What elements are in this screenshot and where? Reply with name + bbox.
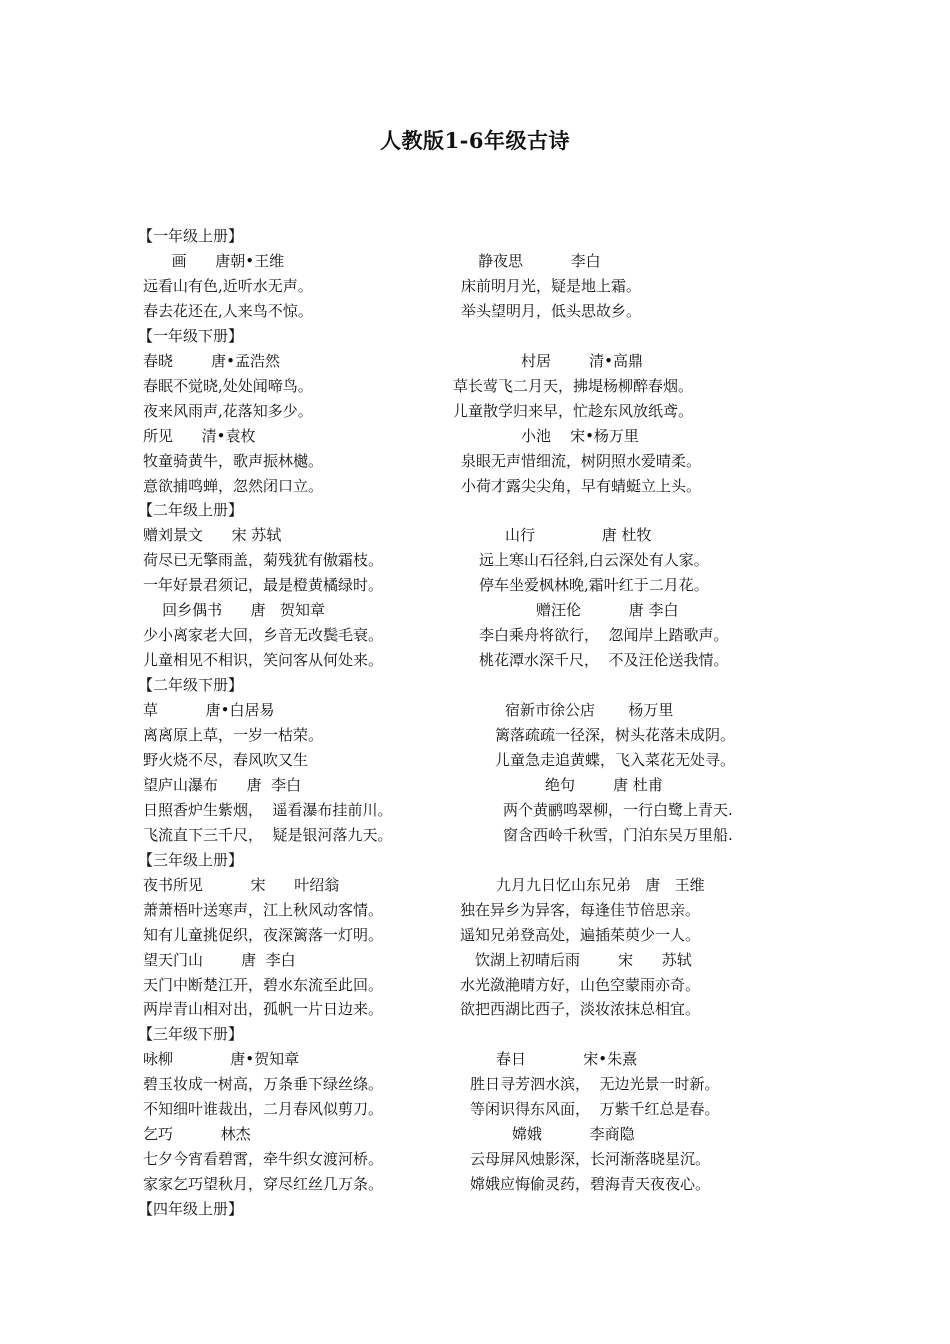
poem-line-left: 日照香炉生紫烟， 遥看瀑布挂前川。 (143, 800, 393, 819)
section-heading: 【三年级上册】 (138, 850, 244, 869)
poem-line-left: 夜书所见 宋 叶绍翁 (143, 875, 340, 894)
poem-line-left: 赠刘景文 宋 苏轼 (143, 526, 282, 545)
poem-line-right: 李白乘舟将欲行， 忽闻岸上踏歌声。 (479, 626, 729, 645)
section-heading: 【一年级上册】 (138, 227, 244, 245)
poem-line-left: 远看山有色,近听水无声。 (143, 276, 313, 295)
poem-line-left: 牧童骑黄牛，歌声振林樾。 (143, 451, 324, 470)
poem-line-right: 春日 宋•朱熹 (496, 1050, 638, 1069)
poem-line-right: 山行 唐 杜牧 (505, 526, 652, 545)
poem-line-right: 两个黄鹂鸣翠柳，一行白鹭上青天. (503, 800, 733, 819)
poem-line-left: 草 唐•白居易 (143, 701, 275, 720)
poem-line-right: 远上寒山石径斜,白云深处有人家。 (479, 551, 709, 570)
poem-line-right: 草长莺飞二月天，拂堤杨柳醉春烟。 (453, 376, 694, 395)
poem-line-left: 飞流直下三千尺， 疑是银河落九天。 (143, 825, 393, 844)
poem-line-left: 天门中断楚江开，碧水东流至此回。 (143, 975, 384, 994)
poem-line-left: 意欲捕鸣蝉，忽然闭口立。 (143, 476, 324, 495)
poem-line-left: 荷尽已无擎雨盖，菊残犹有傲霜枝。 (143, 551, 384, 570)
poem-line-left: 一年好景君须记，最是橙黄橘绿时。 (143, 576, 384, 595)
poem-line-right: 静夜思 李白 (478, 251, 601, 270)
poem-line-right: 儿童散学归来早，忙趁东风放纸鸢。 (453, 401, 694, 420)
poem-line-left: 儿童相见不相识，笑问客从何处来。 (143, 651, 384, 670)
poem-line-left: 家家乞巧望秋月，穿尽红丝几万条。 (143, 1175, 384, 1194)
poem-line-right: 篱落疏疏一径深，树头花落未成阴。 (495, 726, 736, 744)
poem-line-right: 嫦娥应悔偷灵药，碧海青天夜夜心。 (470, 1175, 711, 1194)
poem-line-right: 独在异乡为异客，每逢佳节倍思亲。 (460, 900, 701, 919)
poem-line-left: 碧玉妆成一树高，万条垂下绿丝绦。 (143, 1075, 384, 1094)
poem-line-right: 欲把西湖比西子，淡妆浓抹总相宜。 (460, 1000, 701, 1019)
poem-line-right: 水光潋滟晴方好，山色空蒙雨亦奇。 (460, 975, 701, 994)
poem-line-left: 知有儿童挑促织，夜深篱落一灯明。 (143, 925, 384, 944)
poem-line-right: 床前明月光，疑是地上霜。 (461, 276, 642, 295)
section-heading: 【三年级下册】 (138, 1025, 244, 1044)
poem-line-left: 望庐山瀑布 唐 李白 (143, 775, 302, 794)
poem-line-left: 七夕今宵看碧霄，牵牛织女渡河桥。 (143, 1150, 384, 1169)
poem-line-left: 春去花还在,人来鸟不惊。 (143, 301, 313, 320)
poem-line-right: 停车坐爱枫林晚,霜叶红于二月花。 (479, 576, 709, 595)
poem-line-right: 举头望明月，低头思故乡。 (461, 301, 642, 320)
poem-line-left: 离离原上草，一岁一枯荣。 (143, 726, 324, 744)
page-title: 人教版1-6年级古诗 (380, 128, 570, 153)
poem-line-right: 窗含西岭千秋雪，门泊东吴万里船. (503, 825, 733, 844)
section-heading: 【二年级上册】 (138, 501, 244, 520)
poem-line-left: 回乡偶书 唐 贺知章 (143, 601, 325, 620)
poem-line-right: 饮湖上初晴后雨 宋 苏轼 (475, 950, 692, 969)
poem-line-left: 咏柳 唐•贺知章 (143, 1050, 300, 1069)
poem-line-right: 小荷才露尖尖角，早有蜻蜓立上头。 (461, 476, 702, 495)
poem-line-left: 春眠不觉晓,处处闻啼鸟。 (143, 376, 313, 395)
poem-line-left: 两岸青山相对出，孤帆一片日边来。 (143, 1000, 384, 1019)
poem-line-left: 野火烧不尽，春风吹又生 (143, 750, 309, 769)
poem-line-right: 胜日寻芳泗水滨， 无边光景一时新。 (470, 1075, 720, 1094)
poem-line-right: 等闲识得东风面， 万紫千红总是春。 (470, 1100, 720, 1119)
poem-line-right: 宿新市徐公店 杨万里 (505, 701, 674, 720)
poem-line-right: 赠汪伦 唐 李白 (536, 601, 679, 620)
poem-line-left: 望天门山 唐 李白 (143, 950, 296, 969)
poem-line-left: 不知细叶谁裁出，二月春风似剪刀。 (143, 1100, 384, 1119)
poem-line-right: 绝句 唐 杜甫 (545, 775, 663, 794)
section-heading: 【一年级下册】 (138, 326, 244, 345)
poem-line-right: 九月九日忆山东兄弟 唐 王维 (496, 875, 705, 894)
poem-line-left: 所见 清•袁枚 (143, 426, 256, 445)
poem-line-right: 小池 宋•杨万里 (521, 426, 639, 445)
poem-line-left: 春晓 唐•孟浩然 (143, 351, 280, 370)
poem-line-left: 画 唐朝•王维 (143, 251, 285, 270)
poem-line-left: 萧萧梧叶送寒声，江上秋风动客情。 (143, 900, 384, 919)
poem-line-right: 遥知兄弟登高处，遍插茱萸少一人。 (460, 925, 701, 944)
poem-line-right: 儿童急走追黄蝶，飞入菜花无处寻。 (495, 750, 736, 769)
poem-line-left: 夜来风雨声,花落知多少。 (143, 401, 313, 420)
poem-line-left: 乞巧 林杰 (143, 1125, 251, 1144)
poem-line-right: 云母屏风烛影深，长河渐落晓星沉。 (470, 1150, 711, 1169)
section-heading: 【四年级上册】 (138, 1200, 244, 1219)
poem-line-left: 少小离家老大回，乡音无改鬓毛衰。 (143, 626, 384, 645)
poem-line-right: 泉眼无声惜细流，树阴照水爱晴柔。 (461, 451, 702, 470)
section-heading: 【二年级下册】 (138, 676, 244, 695)
poem-line-right: 嫦娥 李商隐 (512, 1125, 635, 1144)
poem-line-right: 村居 清•高鼎 (521, 351, 643, 370)
poem-line-right: 桃花潭水深千尺， 不及汪伦送我情。 (479, 651, 729, 670)
